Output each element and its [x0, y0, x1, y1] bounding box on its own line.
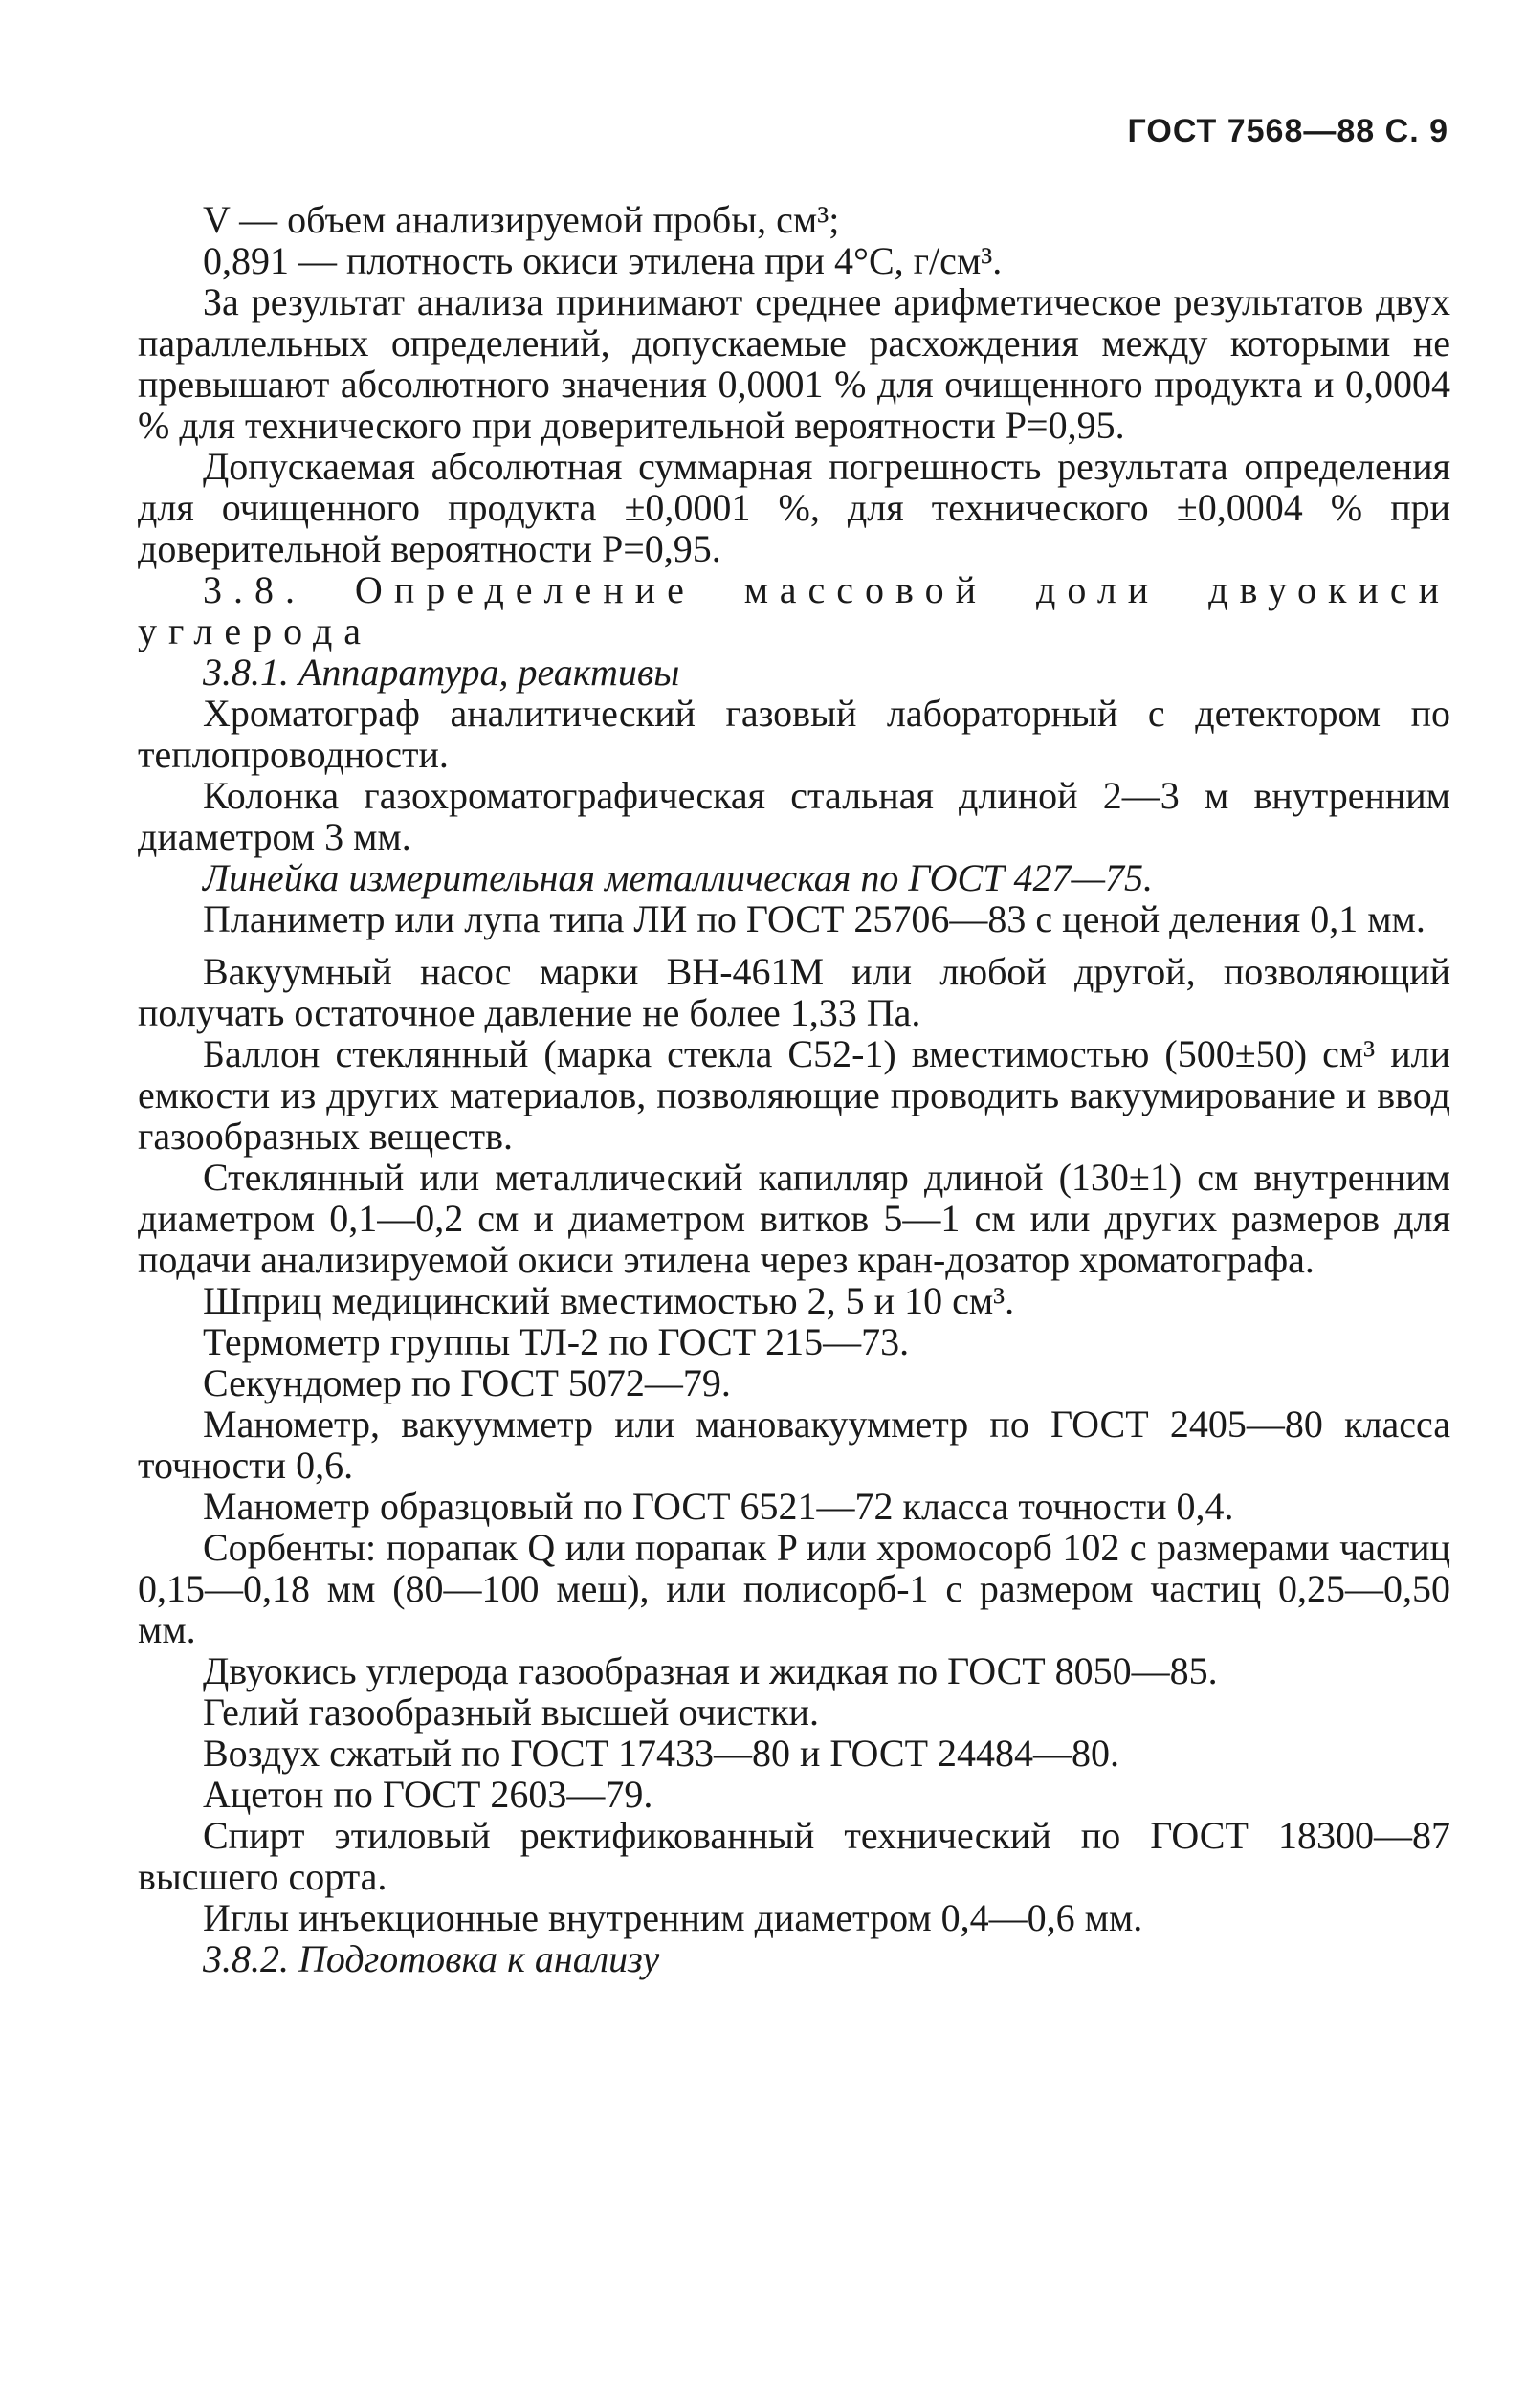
list-item-acetone: Ацетон по ГОСТ 2603—79.: [203, 1773, 653, 1816]
document-body: [138, 199, 1450, 1979]
list-item-injection-needles: Иглы инъекционные внутренним диаметром 0,4—0,6 мм.: [203, 1896, 1143, 1939]
list-item-helium: Гелий газообразный высшей очистки.: [203, 1690, 819, 1734]
list-item-ethyl-alcohol: Спирт этиловый ректификованный технический по ГОСТ 18300—87 высшего сорта.: [138, 1814, 1450, 1898]
subsection-heading-3-8-2: 3.8.2. Подготовка к анализу: [203, 1937, 660, 1980]
paragraph-density-definition: 0,891 — плотность окиси этилена при 4°С, г/см³.: [203, 239, 1003, 282]
list-item-stopwatch: Секундомер по ГОСТ 5072—79.: [203, 1361, 731, 1404]
list-item-compressed-air: Воздух сжатый по ГОСТ 17433—80 и ГОСТ 24484—80.: [203, 1732, 1120, 1775]
list-item-carbon-dioxide: Двуокись углерода газообразная и жидкая по ГОСТ 8050—85.: [203, 1649, 1218, 1692]
list-item-manometer: Манометр, вакуумметр или мановакуумметр по ГОСТ 2405—80 класса точности 0,6.: [138, 1403, 1450, 1487]
list-item-column: Колонка газохроматографическая стальная длиной 2—3 м внутренним диаметром 3 мм.: [138, 774, 1450, 858]
paragraph-error-tolerance: Допускаемая абсолютная суммарная погрешность результата определения для очищенного продукта ±0,0001 %, для технического ±0,0004 % при доверительной вероятности P=0,95.: [138, 445, 1450, 570]
paragraph-analysis-result: За результат анализа принимают среднее арифметическое результатов двух параллельных определений, допускаемые расхождения между которыми не превышают абсолютного значения 0,0001 % для очищенного продукта и 0,0004 % для технического при доверительной вероятности P=0,95.: [138, 280, 1450, 447]
list-item-reference-manometer: Манометр образцовый по ГОСТ 6521—72 класса точности 0,4.: [203, 1485, 1234, 1528]
list-item-syringe: Шприц медицинский вместимостью 2, 5 и 10 см³.: [203, 1279, 1015, 1322]
paragraph-volume-definition: V — объем анализируемой пробы, см³;: [203, 198, 840, 241]
list-item-planimeter: Планиметр или лупа типа ЛИ по ГОСТ 25706—83 с ценой деления 0,1 мм.: [203, 897, 1426, 940]
list-item-chromatograph: Хроматограф аналитический газовый лабораторный с детектором по теплопроводности.: [138, 692, 1450, 776]
list-item-capillary: Стеклянный или металлический капилляр длиной (130±1) см внутренним диаметром 0,1—0,2 см и диаметром витков 5—1 см или других размеров для подачи анализируемой окиси этилена через кран-дозатор хроматографа.: [138, 1156, 1450, 1281]
list-item-glass-cylinder: Баллон стеклянный (марка стекла С52-1) вместимостью (500±50) см³ или емкости из других материалов, позволяющие проводить вакуумирование и ввод газообразных веществ.: [138, 1032, 1450, 1158]
list-item-vacuum-pump: Вакуумный насос марки ВН-461М или любой другой, позволяющий получать остаточное давление не более 1,33 Па.: [138, 950, 1450, 1034]
list-item-sorbents: Сорбенты: порапак Q или порапак P или хромосорб 102 с размерами частиц 0,15—0,18 мм (80—100 меш), или полисорб-1 с размером частиц 0,25—0,50 мм.: [138, 1526, 1450, 1651]
subsection-heading-3-8-1: 3.8.1. Аппаратура, реактивы: [203, 651, 680, 694]
list-item-thermometer: Термометр группы ТЛ-2 по ГОСТ 215—73.: [203, 1320, 910, 1363]
section-heading-3-8: 3.8. Определение массовой доли двуокиси углерода: [138, 568, 1450, 652]
page-header: ГОСТ 7568—88 С. 9: [1127, 113, 1448, 149]
list-item-ruler: Линейка измерительная металлическая по ГОСТ 427—75.: [203, 856, 1154, 899]
